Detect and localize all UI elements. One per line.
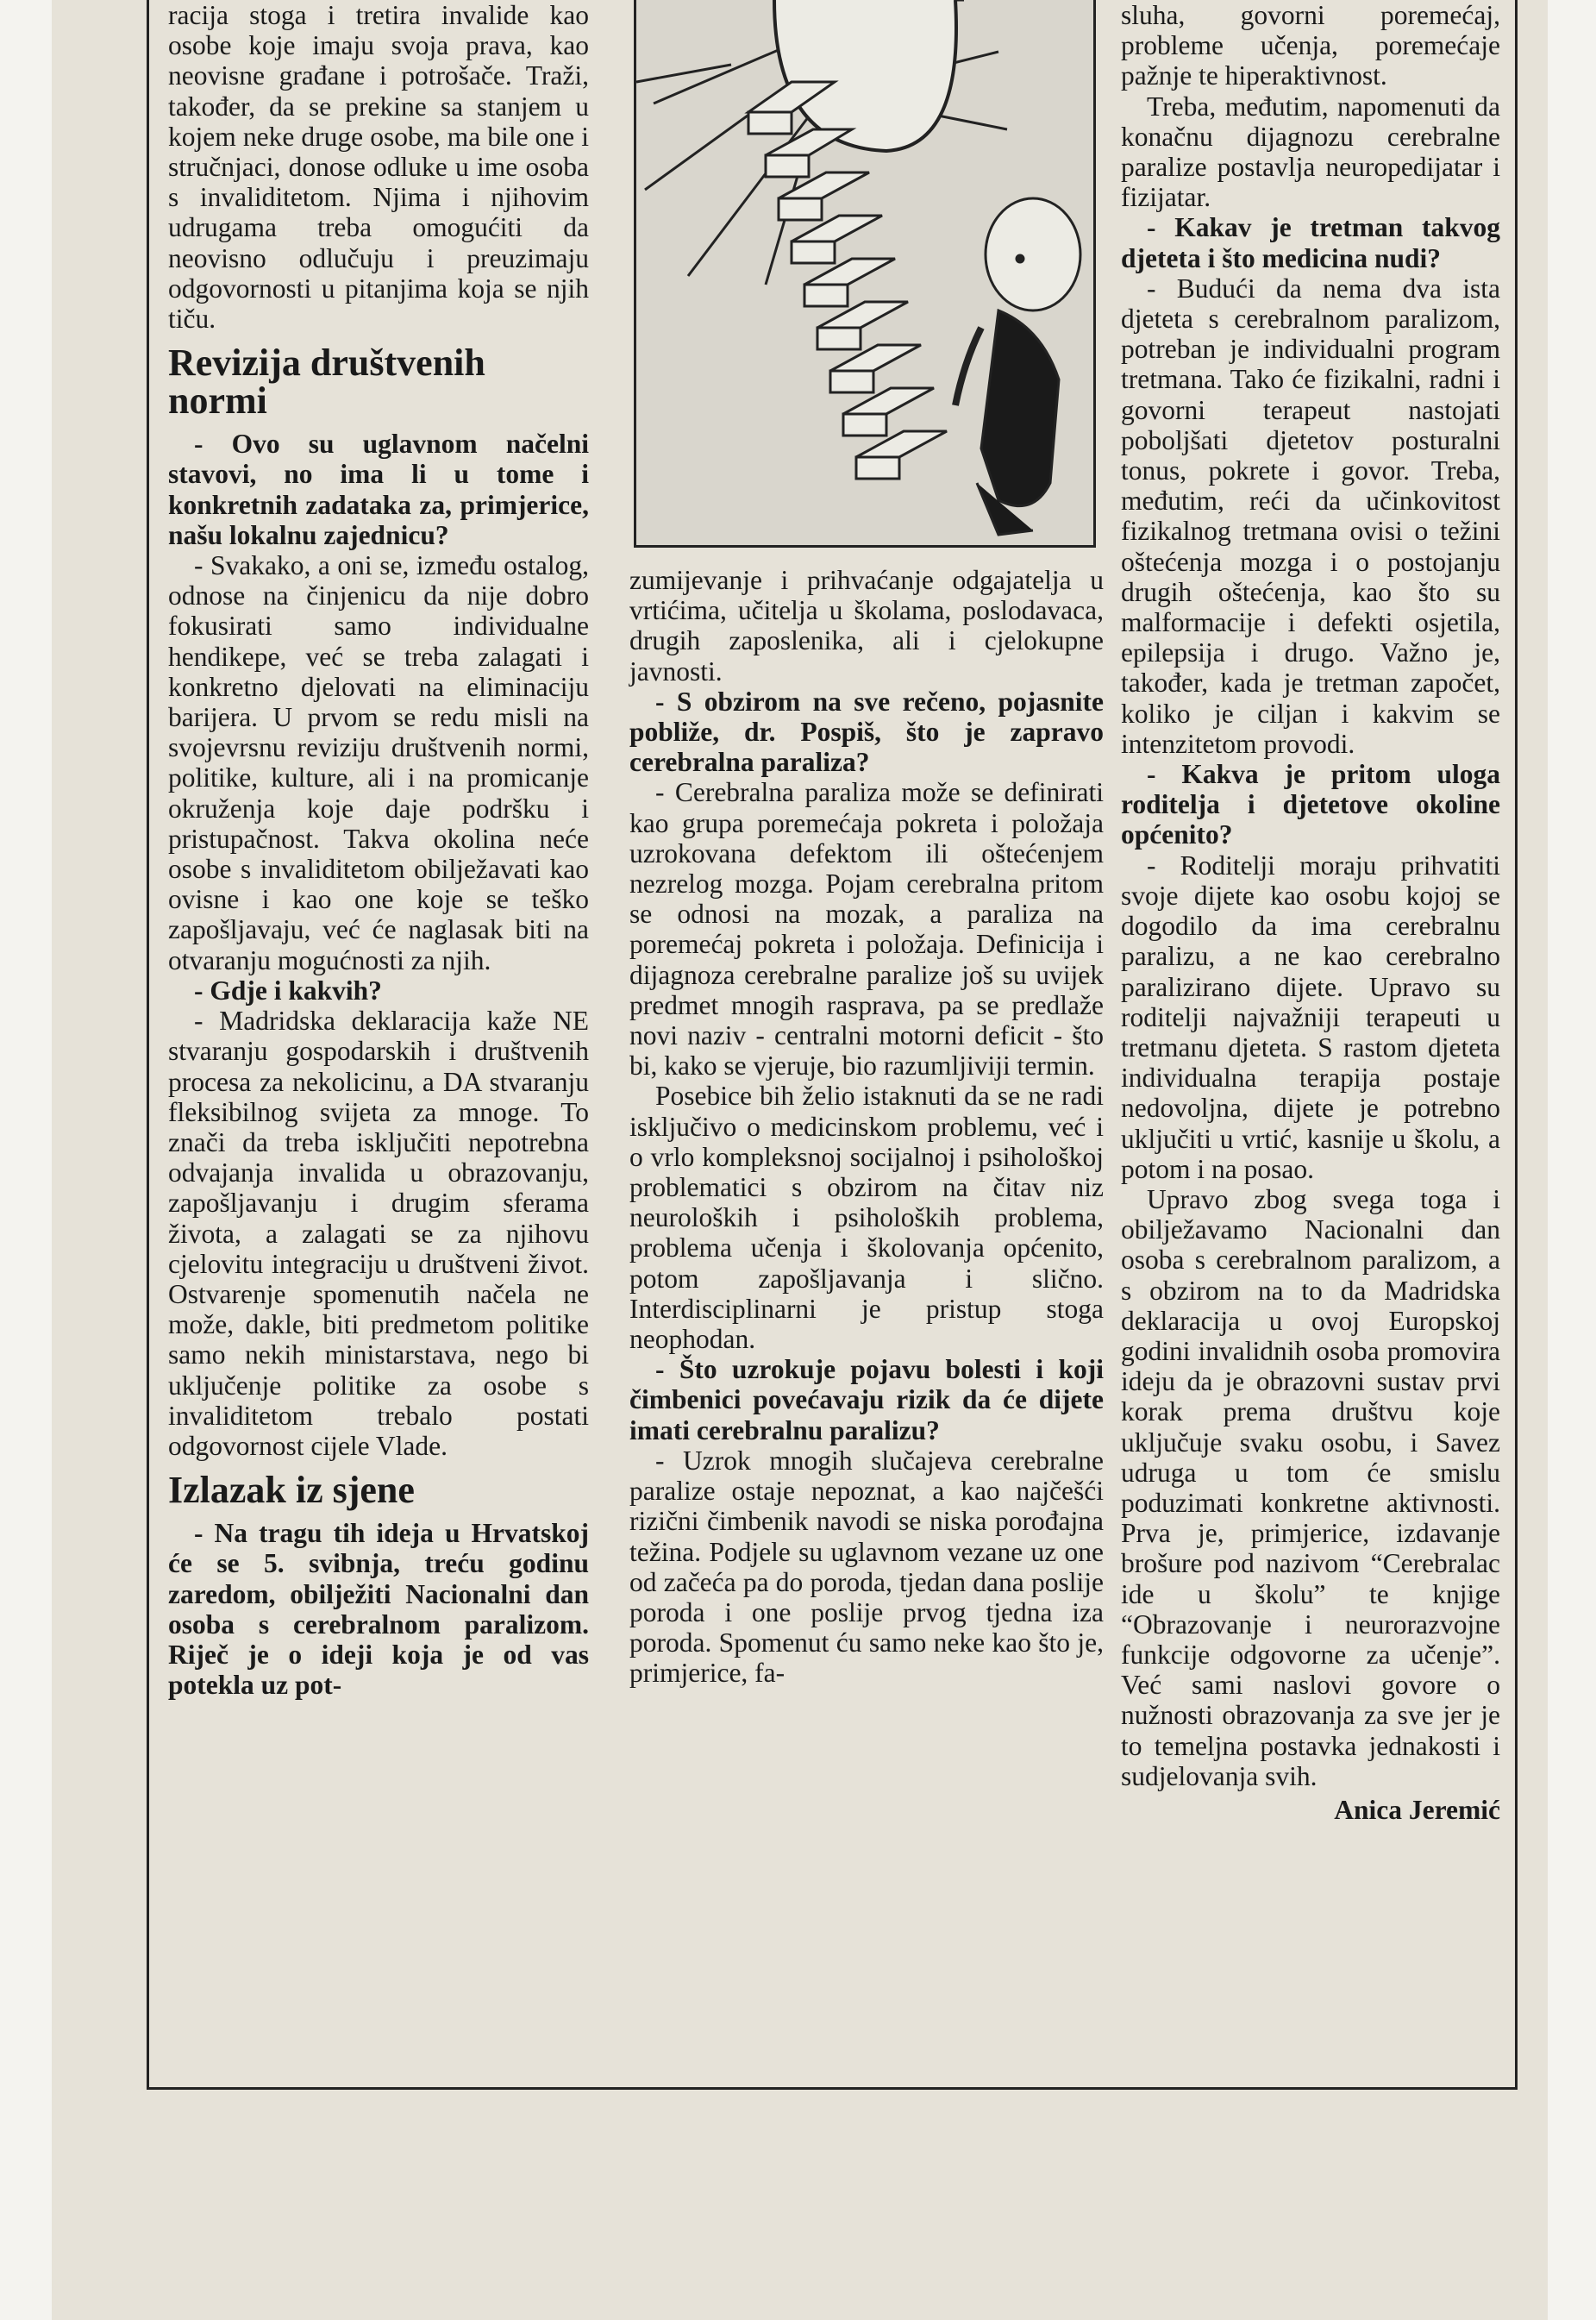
author-signature: Anica Jeremić (1334, 1794, 1500, 1825)
article-column-2 (629, 565, 1104, 1689)
body-paragraph: Treba, međutim, napomenuti da konačnu dijagnozu cerebralne paralize postavlja neuropedijatar i fizijatar. (1121, 91, 1500, 213)
body-paragraph: - Cerebralna paraliza može se definirati kao grupa poremećaja pokreta i položaja uzrokovana defektom ili oštećenjem nezrelog mozga. Pojam cerebralna pritom se odnosi na mozak, a paraliza na poremećaj pokreta i položaja. Definicija i dijagnoza cerebralne paralize još su uvijek predmet mnogih rasprava, pa se predlaže novi naziv - centralni motorni deficit - što bi, kako se vjeruje, bio razumljiviji termin. (629, 777, 1104, 1082)
body-paragraph: - Madridska deklaracija kaže NE stvaranju gospodarskih i društvenih procesa za nekolicinu, a DA stvaranju fleksibilnog svijeta za mnoge. To znači da treba isključiti nepotrebna odvajanja invalida u obrazovanju, zapošljavanju i drugim sferama života, a zalagati se za njihovu cjelovitu integraciju u društveni život. Ostvarenje spomenutih načela ne može, dakle, biti predmetom politike samo nekih ministarstava, nego bi uključenje politike za osobe s invaliditetom trebalo postati odgovornost cijele Vlade. (168, 1006, 589, 1461)
body-paragraph: sluha, govorni poremećaj, probleme učenja, poremećaje pažnje te hiperaktivnost. (1121, 0, 1500, 91)
body-paragraph: Upravo zbog svega toga i obilježavamo Nacionalni dan osoba s cerebralnom paralizom, a s obzirom na to da Madridska deklaracija u ovoj Europskoj godini invalidnih osoba promovira ideju da je obrazovni sustav prvi korak prema društvu koje uključuje svaku osobu, i Savez udruga u tom će smislu poduzimati konkretne aktivnosti. Prva je, primjerice, izdavanje brošure pod nazivom “Cerebralac ide u školu” te knjige “Obrazovanje i neurorazvojne funkcije odgovorne za učenje”. Već sami naslovi govore o nužnosti obrazovanja za sve jer je to temeljna postavka jednakosti i sudjelovanja svih. (1121, 1183, 1500, 1791)
interview-question: - Ovo su uglavnom načelni stavovi, no ima li u tome i konkretnih zadataka za, primjerice, našu lokalnu zajednicu? (168, 429, 589, 550)
interview-question: - S obzirom na sve rečeno, pojasnite pobliže, dr. Pospiš, što je zapravo cerebralna paraliza? (629, 686, 1104, 778)
section-heading: Revizija društvenih normi (168, 342, 485, 423)
article-column-1 (168, 0, 589, 1700)
section-heading: Izlazak iz sjene (168, 1469, 415, 1512)
interview-question: - Što uzrokuje pojavu bolesti i koji čimbenici povećavaju rizik da će dijete imati cerebralnu paralizu? (629, 1354, 1104, 1445)
body-paragraph: zumijevanje i prihvaćanje odgajatelja u vrtićima, učitelja u školama, poslodavaca, drugih zaposlenika, ali i cjelokupne javnosti. (629, 565, 1104, 687)
body-paragraph: - Svakako, a oni se, između ostalog, odnose na činjenicu da nije dobro fokusirati samo individualne hendikepe, već se treba zalagati i konkretno djelovati na eliminaciju barijera. U prvom se redu misli na svojevrsnu reviziju društvenih normi, politike, kulture, ali i na promicanje okruženja koje daje podršku i pristupačnost. Takva okolina neće osobe s invaliditetom obilježavati kao ovisne i kao one koje se teško zapošljavaju, već će naglasak biti na otvaranju mogućnosti za njih. (168, 550, 589, 975)
body-paragraph: Posebice bih želio istaknuti da se ne radi isključivo o medicinskom problemu, već i o vrlo kompleksnoj socijalnoj i psihološkoj problematici s obzirom na čitav niz neuroloških i psiholoških problema, problema učenja i školovanja općenito, potom zapošljavanja i slično. Interdisciplinarni je pristup stoga neophodan. (629, 1081, 1104, 1355)
child-climbing-stairs-icon (636, 0, 1093, 545)
body-paragraph: - Uzrok mnogih slučajeva cerebralne paralize ostaje nepoznat, a kao najčešći rizični čimbenik navodi se niska porođajna težina. Podjele su uglavnom vezane uz one od začeća pa do poroda, tjedan dana poslije poroda i one poslije prvog tjedna iza poroda. Spomenut ću samo neke kao što je, primjerice, fa- (629, 1445, 1104, 1689)
body-paragraph: - Roditelji moraju prihvatiti svoje dijete kao osobu kojoj se dogodilo da ima cerebralnu paralizu, a ne kao cerebralno paralizirano dijete. Upravo su roditelji najvažniji terapeuti u tretmanu djeteta. S rastom djeteta individualna terapija postaje nedovoljna, dijete je potrebno uključiti u vrtić, kasnije u školu, a potom i na posao. (1121, 850, 1500, 1184)
interview-question: - Kakva je pritom uloga roditelja i djetetove okoline općenito? (1121, 759, 1500, 850)
stairs-illustration (634, 0, 1096, 548)
article-column-3 (1121, 0, 1500, 1825)
body-paragraph: - Budući da nema dva ista djeteta s cerebralnom paralizom, potreban je individualni program tretmana. Tako će fizikalni, radni i govorni terapeut nastojati poboljšati djetetov posturalni tonus, pokrete i govor. Treba, međutim, reći da učinkovitost fizikalnog tretmana ovisi o težini oštećenja mozga i o postojanju drugih oštećenja, kao što su malformacije i defekti osjetila, epilepsija i drugo. Važno je, također, kada je tretman započet, koliko je ciljan i kakvim se intenzitetom provodi. (1121, 273, 1500, 759)
interview-question: - Gdje i kakvih? (194, 975, 382, 1006)
interview-question: - Na tragu tih ideja u Hrvatskoj će se 5. svibnja, treću godinu zaredom, obilježiti Nacionalni dan osoba s cerebralnom paralizom. Riječ je o ideji koja je od vas potekla uz pot- (168, 1518, 589, 1701)
body-paragraph: racija stoga i tretira invalide kao osobe koje imaju svoja prava, kao neovisne građane i potrošače. Traži, također, da se prekine sa stanjem u kojem neke druge osobe, ma bile one i stručnjaci, donose odluke u ime osoba s invaliditetom. Njima i njihovim udrugama treba omogućiti da neovisno odlučuju i preuzimaju odgovornosti u pitanjima koja se njih tiču. (168, 0, 589, 335)
interview-question: - Kakav je tretman takvog djeteta i što medicina nudi? (1121, 212, 1500, 273)
